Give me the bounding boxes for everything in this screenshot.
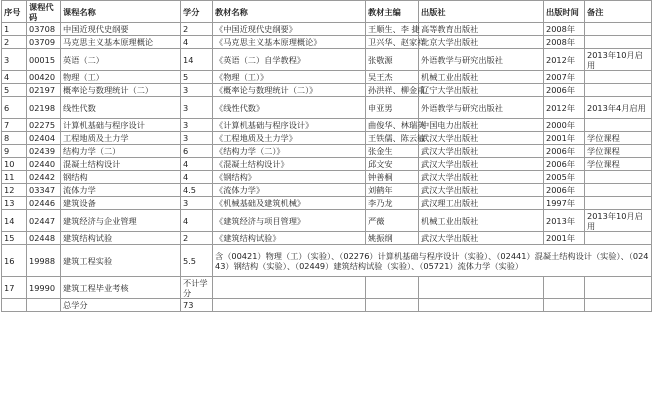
cell-editor: 曲俊华、林瑞英 [366, 119, 419, 132]
cell-name: 结构力学（二） [61, 145, 181, 158]
cell-book: 《混凝土结构设计》 [213, 158, 366, 171]
course-table [1, 0, 652, 312]
cell-year: 2006年 [544, 184, 585, 197]
table-row [2, 277, 652, 299]
cell-publisher: 辽宁大学出版社 [419, 84, 544, 97]
cell-code: 02446 [27, 197, 61, 210]
cell-no: 10 [2, 158, 27, 171]
cell-book: 《中国近现代史纲要》 [213, 23, 366, 36]
cell-editor [366, 277, 419, 299]
cell-credit: 4 [181, 158, 213, 171]
cell-code: 02440 [27, 158, 61, 171]
cell-name: 建筑结构试验 [61, 232, 181, 245]
total-label: 总学分 [61, 299, 181, 312]
cell-publisher [419, 299, 544, 312]
cell-year: 2008年 [544, 36, 585, 49]
table-row [2, 210, 652, 232]
cell-editor: 卫兴华、赵家祥 [366, 36, 419, 49]
cell-book: 《英语（二）自学教程》 [213, 49, 366, 71]
cell-no: 14 [2, 210, 27, 232]
cell-publisher: 北京大学出版社 [419, 36, 544, 49]
cell-note: 2013年10月启用 [585, 49, 652, 71]
table-row [2, 197, 652, 210]
table-row [2, 158, 652, 171]
table-row [2, 97, 652, 119]
cell-note [585, 277, 652, 299]
cell-code [27, 299, 61, 312]
table-row [2, 184, 652, 197]
cell-code: 03347 [27, 184, 61, 197]
cell-publisher: 机械工业出版社 [419, 71, 544, 84]
table-row [2, 119, 652, 132]
cell-code: 19988 [27, 245, 61, 277]
cell-editor: 姚振纲 [366, 232, 419, 245]
cell-year: 2006年 [544, 158, 585, 171]
cell-year: 2013年 [544, 210, 585, 232]
cell-no: 2 [2, 36, 27, 49]
cell-no: 12 [2, 184, 27, 197]
cell-name: 建筑经济与企业管理 [61, 210, 181, 232]
cell-credit: 2 [181, 23, 213, 36]
cell-book: 《线性代数》 [213, 97, 366, 119]
cell-note [585, 197, 652, 210]
cell-book: 《建筑经济与项目管理》 [213, 210, 366, 232]
cell-credit: 不计学分 [181, 277, 213, 299]
cell-note: 2013年4月启用 [585, 97, 652, 119]
cell-code: 02404 [27, 132, 61, 145]
cell-name: 建筑设备 [61, 197, 181, 210]
cell-no: 9 [2, 145, 27, 158]
cell-book: 《钢结构》 [213, 171, 366, 184]
cell-name: 英语（二） [61, 49, 181, 71]
cell-book: 《马克思主义基本原理概论》 [213, 36, 366, 49]
cell-credit: 14 [181, 49, 213, 71]
cell-book: 《结构力学（二）》 [213, 145, 366, 158]
cell-editor [366, 299, 419, 312]
cell-no: 3 [2, 49, 27, 71]
cell-publisher: 武汉大学出版社 [419, 184, 544, 197]
cell-no: 15 [2, 232, 27, 245]
cell-editor: 张金生 [366, 145, 419, 158]
cell-book [213, 277, 366, 299]
table-row [2, 84, 652, 97]
cell-editor: 张敬源 [366, 49, 419, 71]
cell-no: 7 [2, 119, 27, 132]
cell-publisher: 武汉理工出版社 [419, 197, 544, 210]
cell-book: 《建筑结构试验》 [213, 232, 366, 245]
cell-credit: 5.5 [181, 245, 213, 277]
cell-note [585, 36, 652, 49]
cell-publisher: 武汉大学出版社 [419, 145, 544, 158]
cell-year: 2008年 [544, 23, 585, 36]
cell-year: 2000年 [544, 119, 585, 132]
cell-editor: 王顺生、李 捷 [366, 23, 419, 36]
cell-experiment-desc: 含（00421）物理（工）（实验）、（02276）计算机基础与程序设计（实验）、（02441）混凝土结构设计（实验）、（02443）钢结构（实验）、（02449）建筑结构试验（实验）、（05721）流体力学（实验） [213, 245, 652, 277]
cell-name: 中国近现代史纲要 [61, 23, 181, 36]
cell-no: 1 [2, 23, 27, 36]
cell-no: 6 [2, 97, 27, 119]
cell-credit: 2 [181, 232, 213, 245]
cell-name: 混凝土结构设计 [61, 158, 181, 171]
header-credit: 学分 [181, 1, 213, 23]
cell-publisher: 中国电力出版社 [419, 119, 544, 132]
cell-code: 19990 [27, 277, 61, 299]
header-editor: 教材主编 [366, 1, 419, 23]
cell-name: 建筑工程毕业考核 [61, 277, 181, 299]
total-row [2, 299, 652, 312]
cell-publisher: 高等教育出版社 [419, 23, 544, 36]
cell-publisher: 机械工业出版社 [419, 210, 544, 232]
header-year: 出版时间 [544, 1, 585, 23]
cell-credit: 3 [181, 84, 213, 97]
cell-no: 5 [2, 84, 27, 97]
cell-credit: 3 [181, 97, 213, 119]
cell-note: 2013年10月启用 [585, 210, 652, 232]
cell-year: 2001年 [544, 132, 585, 145]
table-row [2, 245, 652, 277]
cell-code: 00420 [27, 71, 61, 84]
cell-note [585, 71, 652, 84]
cell-year [544, 277, 585, 299]
cell-no: 8 [2, 132, 27, 145]
cell-book: 《机械基础及建筑机械》 [213, 197, 366, 210]
cell-note [585, 84, 652, 97]
cell-note [585, 184, 652, 197]
table-row [2, 145, 652, 158]
total-value: 73 [181, 299, 213, 312]
header-note: 备注 [585, 1, 652, 23]
cell-year: 2006年 [544, 84, 585, 97]
cell-name: 钢结构 [61, 171, 181, 184]
cell-name: 工程地质及土力学 [61, 132, 181, 145]
cell-credit: 3 [181, 132, 213, 145]
cell-credit: 4 [181, 36, 213, 49]
table-row [2, 71, 652, 84]
header-book: 教材名称 [213, 1, 366, 23]
cell-book: 《物理（工）》 [213, 71, 366, 84]
cell-code: 03709 [27, 36, 61, 49]
cell-name: 物理（工） [61, 71, 181, 84]
cell-code: 02198 [27, 97, 61, 119]
cell-name: 计算机基础与程序设计 [61, 119, 181, 132]
cell-publisher [419, 277, 544, 299]
cell-publisher: 武汉大学出版社 [419, 232, 544, 245]
cell-code: 02447 [27, 210, 61, 232]
cell-credit: 3 [181, 197, 213, 210]
cell-code: 02275 [27, 119, 61, 132]
cell-name: 概率论与数理统计（二） [61, 84, 181, 97]
cell-credit: 4.5 [181, 184, 213, 197]
cell-book: 《概率论与数理统计（二）》 [213, 84, 366, 97]
cell-note [585, 119, 652, 132]
cell-book [213, 299, 366, 312]
cell-publisher: 武汉大学出版社 [419, 171, 544, 184]
cell-year: 2012年 [544, 97, 585, 119]
cell-editor: 吴王杰 [366, 71, 419, 84]
cell-note: 学位课程 [585, 145, 652, 158]
cell-no: 11 [2, 171, 27, 184]
cell-editor: 申亚男 [366, 97, 419, 119]
cell-name: 流体力学 [61, 184, 181, 197]
cell-credit: 6 [181, 145, 213, 158]
cell-publisher: 外语教学与研究出版社 [419, 49, 544, 71]
cell-code: 00015 [27, 49, 61, 71]
cell-note [585, 23, 652, 36]
header-row [2, 1, 652, 23]
table-row [2, 23, 652, 36]
cell-year: 1997年 [544, 197, 585, 210]
cell-year: 2007年 [544, 71, 585, 84]
cell-editor: 邱文安 [366, 158, 419, 171]
course-body [2, 23, 652, 245]
cell-code: 02448 [27, 232, 61, 245]
cell-book: 《计算机基础与程序设计》 [213, 119, 366, 132]
cell-name: 马克思主义基本原理概论 [61, 36, 181, 49]
cell-no: 4 [2, 71, 27, 84]
header-no: 序号 [2, 1, 27, 23]
cell-note [585, 232, 652, 245]
cell-credit: 4 [181, 171, 213, 184]
table-row [2, 49, 652, 71]
cell-publisher: 外语教学与研究出版社 [419, 97, 544, 119]
cell-code: 02197 [27, 84, 61, 97]
cell-code: 02442 [27, 171, 61, 184]
cell-year: 2006年 [544, 145, 585, 158]
cell-note [585, 171, 652, 184]
cell-year: 2005年 [544, 171, 585, 184]
table-row [2, 171, 652, 184]
cell-year [544, 299, 585, 312]
table-row [2, 36, 652, 49]
header-code: 课程代码 [27, 1, 61, 23]
cell-book: 《流体力学》 [213, 184, 366, 197]
cell-note: 学位课程 [585, 132, 652, 145]
cell-publisher: 武汉大学出版社 [419, 158, 544, 171]
cell-no: 16 [2, 245, 27, 277]
cell-year: 2001年 [544, 232, 585, 245]
cell-name: 建筑工程实验 [61, 245, 181, 277]
header-publisher: 出版社 [419, 1, 544, 23]
cell-note: 学位课程 [585, 158, 652, 171]
cell-note [585, 299, 652, 312]
cell-name: 线性代数 [61, 97, 181, 119]
cell-no: 13 [2, 197, 27, 210]
cell-publisher: 武汉大学出版社 [419, 132, 544, 145]
cell-editor: 严薇 [366, 210, 419, 232]
table-row [2, 132, 652, 145]
cell-code: 03708 [27, 23, 61, 36]
cell-editor: 钟善桐 [366, 171, 419, 184]
cell-year: 2012年 [544, 49, 585, 71]
header-name: 课程名称 [61, 1, 181, 23]
cell-credit: 4 [181, 210, 213, 232]
cell-no: 17 [2, 277, 27, 299]
cell-editor: 孙洪祥、柳金甫 [366, 84, 419, 97]
cell-no [2, 299, 27, 312]
cell-editor: 李乃龙 [366, 197, 419, 210]
cell-credit: 5 [181, 71, 213, 84]
cell-editor: 王铁儒、陈云敏 [366, 132, 419, 145]
cell-code: 02439 [27, 145, 61, 158]
cell-editor: 刘鹤年 [366, 184, 419, 197]
cell-credit: 3 [181, 119, 213, 132]
cell-book: 《工程地质及土力学》 [213, 132, 366, 145]
table-row [2, 232, 652, 245]
